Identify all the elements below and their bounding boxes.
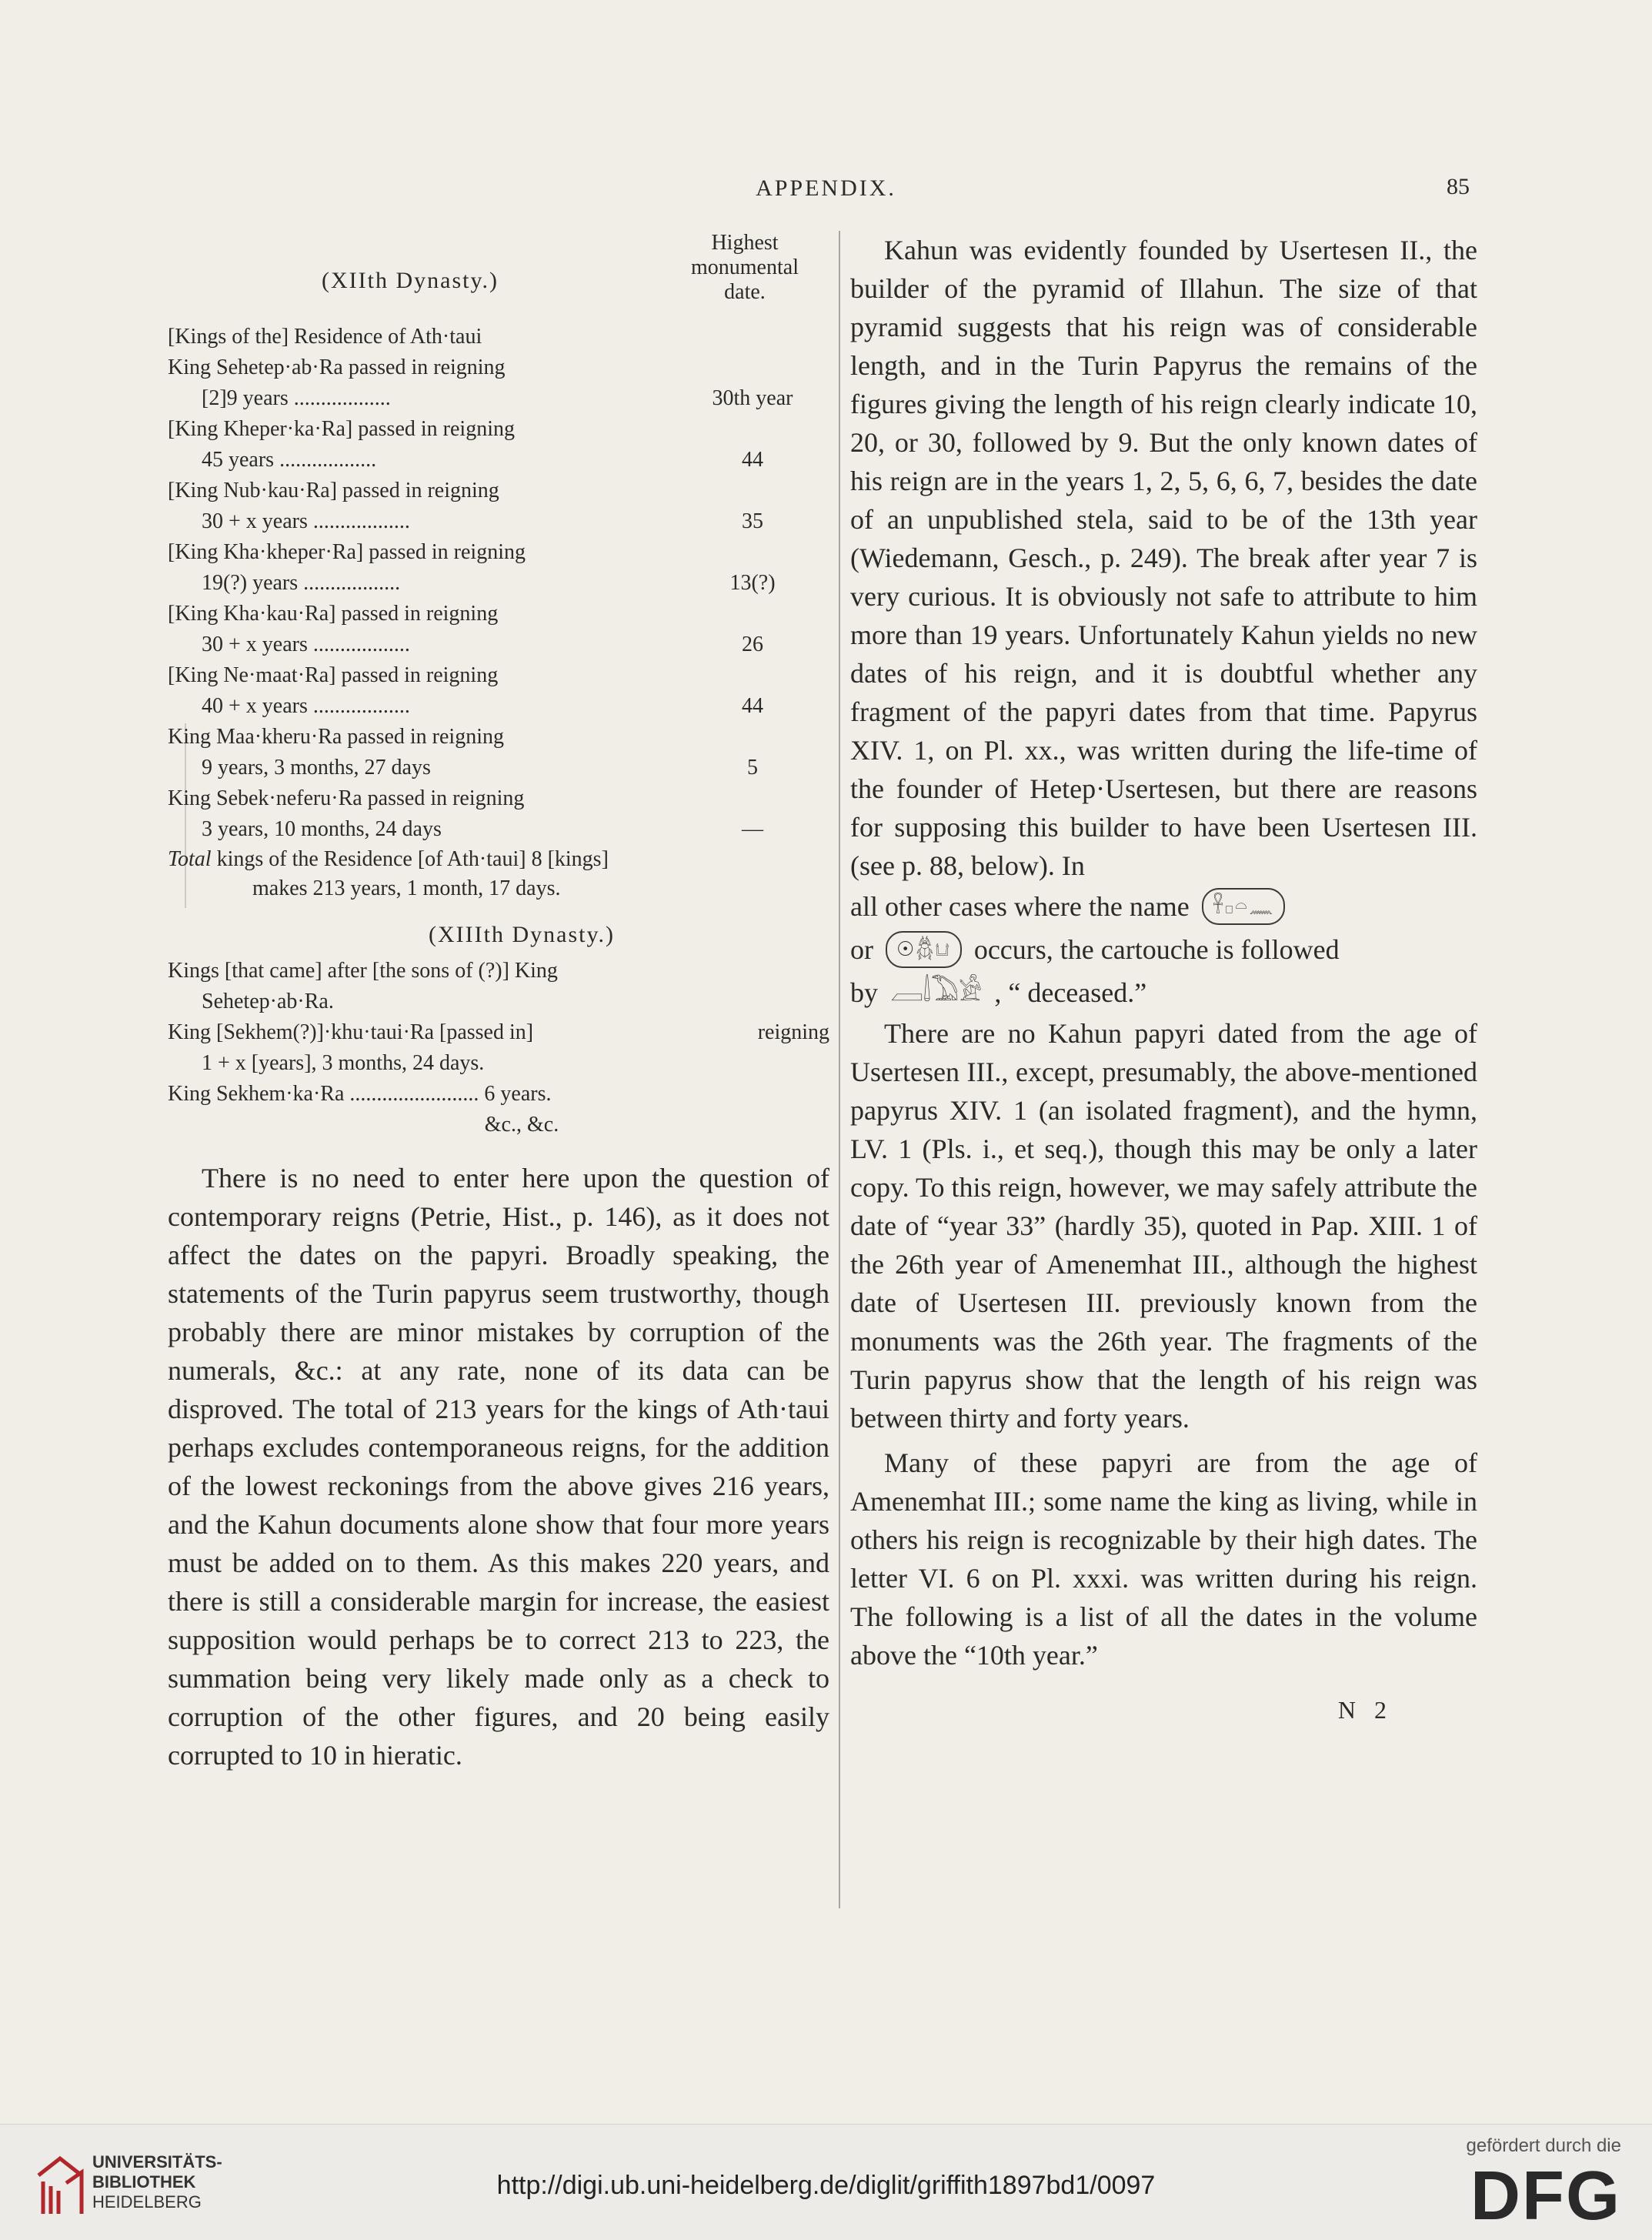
highest-date-value: 5 (747, 756, 758, 779)
signature-mark: N 2 (1337, 1696, 1393, 1724)
reign-row (168, 476, 829, 537)
reign-length-text: 40 + x years .................. (202, 694, 410, 718)
reign-row (168, 722, 829, 783)
cartouche-sun-hieroglyph-icon: ☉𓆣𓂓 (886, 931, 962, 968)
reign-king-text: [King Nub·kau·Ra] passed in reigning (168, 479, 499, 502)
occurs-text: occurs, the cartouche is followed (973, 934, 1340, 965)
or-text: or (850, 934, 873, 965)
funded-by-text: gefördert durch die (1466, 2135, 1621, 2156)
kings13-line-b-right: reigning (757, 1020, 829, 1044)
reign-length-text: 19(?) years .................. (202, 571, 401, 595)
reign-row (168, 414, 829, 476)
right-paragraph-2 (850, 1014, 1477, 1437)
highest-date-value: 44 (742, 694, 763, 718)
total-row (168, 845, 829, 903)
reign-row (168, 352, 829, 414)
etc-line: &c., &c. (484, 1113, 559, 1137)
kings13-line-a: Kings [that came] after [the sons of (?)] King (168, 959, 558, 983)
reign-row (168, 537, 829, 599)
dfg-logo[interactable]: DFG (1470, 2158, 1621, 2235)
reign-length-text: 3 years, 10 months, 24 days (202, 817, 442, 841)
column-divider (839, 231, 840, 1908)
reign-king-text: [King Kha·kheper·Ra] passed in reigning (168, 540, 526, 564)
cartouche-line-2 (850, 928, 1477, 971)
reign-king-text: [King Kheper·ka·Ra] passed in reigning (168, 417, 515, 441)
highest-date-value: 30th year (712, 386, 793, 410)
right-paragraph-3 (850, 1444, 1477, 1674)
right-paragraph-1-text: Kahun was evidently founded by Usertesen II., the builder of the pyramid of Illahun. The size of that pyramid suggests that his reign was of considerable length, and in the Turin Papyrus the remains of the figures giving the length of his reign clearly indicate 10, 20, or 30, followed by 9. But the only known dates of his reign are in the years 1, 2, 5, 6, 6, 7, besides the date of an unpublished stela, said to be of the 13th year (Wiedemann, Gesch., p. 249). The break after year 7 is very curious. It is obviously not safe to attribute to him more than 19 years. Unfortunately Kahun yields no new dates of his reign, and it is doubtful whether any fragment of the papyri dates from that time. Papyrus XIV. 1, on Pl. xx., was written during the life-time of the founder of Hetep·Usertesen, but there are reasons for supposing this builder to have been Usertesen III. (see p. 88, below). In (850, 235, 1477, 881)
reign-table (168, 322, 829, 845)
permalink-url[interactable]: http://digi.ub.uni-heidelberg.de/diglit/griffith1897bd1/0097 (496, 2171, 1156, 2200)
dynasty-12-heading: (XIIth Dynasty.) (322, 268, 499, 293)
right-paragraph-1 (850, 231, 1477, 885)
page-number: 85 (1447, 174, 1470, 199)
reign-king-text: King Sebek·neferu·Ra passed in reigning (168, 786, 525, 810)
right-paragraph-2-text: There are no Kahun papyri dated from the age of Usertesen III., except, presumably, the above-mentioned papyrus XIV. 1 (an isolated fragment), and the hymn, LV. 1 (Pls. i., et seq.), though this may be only a later copy. To this reign, however, we may safely attribute the date of “year 33” (hardly 35), quoted in Pap. XIII. 1 of the 26th year of Amenemhat III., although the highest date of Usertesen III. previously known from the monuments was the 26th year. The fragments of the Turin papyrus show that the length of his reign was between thirty and forty years. (850, 1018, 1477, 1434)
right-column (850, 231, 1477, 1724)
highest-date-value: — (742, 817, 763, 841)
reign-length-text: 9 years, 3 months, 27 days (202, 756, 431, 779)
library-line-3: HEIDELBERG (92, 2192, 202, 2212)
reign-length-text: 45 years .................. (202, 448, 377, 472)
digitization-footer (0, 2124, 1652, 2240)
reign-length-text: 30 + x years .................. (202, 509, 410, 533)
table-header (168, 231, 829, 322)
deceased-text: , “ deceased.” (994, 977, 1147, 1008)
kings13-line-b-left: King [Sekhem(?)]·khu·taui·Ra [passed in] (168, 1020, 534, 1044)
maa-kheru-hieroglyph-icon: 𓐙𓌃𓅐𓀀 (890, 978, 983, 1006)
highest-date-value: 44 (742, 448, 763, 472)
right-paragraph-3-text: Many of these papyri are from the age of Amenemhat III.; some name the king as living, while in others his reign is recognizable by their high dates. The letter VI. 6 on Pl. xxxi. was written during his reign. The following is a list of all the dates in the volume above the “10th year.” (850, 1447, 1477, 1671)
total-label: Total (168, 847, 212, 871)
reign-king-text: [King Kha·kau·Ra] passed in reigning (168, 602, 499, 626)
dynasty-13-heading: (XIIIth Dynasty.) (429, 922, 615, 947)
reign-king-text: King Sehetep·ab·Ra passed in reigning (168, 356, 506, 379)
highest-date-column-header: Highest monumental date. (691, 231, 799, 304)
left-paragraph (168, 1159, 829, 1774)
deceased-line (850, 971, 1477, 1014)
left-paragraph-text: There is no need to enter here upon the question of contemporary reigns (Petrie, Hist., p. 146), as it does not affect the dates on the papyri. Broadly speaking, the statements of the Turin papyrus seem trustworthy, though probably there are minor mistakes by corruption of the numerals, &c.: at any rate, none of its data can be disproved. The total of 213 years for the kings of Ath·taui perhaps excludes contemporaneous reigns, for the addition of the lowest reckonings from the above gives 216 years, and the Kahun documents alone show that four more years must be added on to them. As this makes 220 years, and there is still a considerable margin for increase, the easiest supposition would perhaps be to correct 213 to 223, the summation being very likely made only as a check to corruption of the other figures, and 20 being easily corrupted to 10 in hieratic. (168, 1163, 829, 1771)
highest-date-value: 26 (742, 633, 763, 656)
reign-length-text: 30 + x years .................. (202, 633, 410, 656)
cartouche-hieroglyph-icon: 𓋹𓊪𓏏𓈖 (1202, 888, 1286, 925)
highest-date-value: 13(?) (729, 571, 776, 595)
total-cont: makes 213 years, 1 month, 17 days. (252, 876, 561, 900)
reign-row (168, 783, 829, 845)
cartouche-line-1 (850, 885, 1477, 928)
total-text: kings of the Residence [of Ath·taui] 8 [kings] (216, 847, 609, 871)
highest-date-value: 35 (742, 509, 763, 533)
by-text: by (850, 977, 878, 1008)
library-line-1: UNIVERSITÄTS- (92, 2152, 222, 2172)
dynasty-13-list (168, 956, 829, 1140)
reign-king-text: King Maa·kheru·Ra passed in reigning (168, 725, 504, 749)
kings13-line-b-cont: 1 + x [years], 3 months, 24 days. (202, 1051, 485, 1075)
kings13-line-c: King Sekhem·ka·Ra ........................ 6 years. (168, 1082, 552, 1106)
kings13-line-a-cont: Sehetep·ab·Ra. (202, 990, 334, 1013)
reign-row (168, 599, 829, 660)
reign-row (168, 660, 829, 722)
kings13-line-b (168, 1017, 829, 1048)
running-head: APPENDIX. (756, 175, 896, 201)
reign-row (168, 322, 829, 352)
name-line-text: all other cases where the name (850, 891, 1190, 922)
library-line-2: BIBLIOTHEK (92, 2172, 196, 2192)
reign-king-text: [King Ne·maat·Ra] passed in reigning (168, 663, 499, 687)
left-column (168, 231, 829, 1774)
reign-king-text: [Kings of the] Residence of Ath·taui (168, 325, 482, 349)
reign-length-text: [2]9 years .................. (202, 386, 391, 410)
